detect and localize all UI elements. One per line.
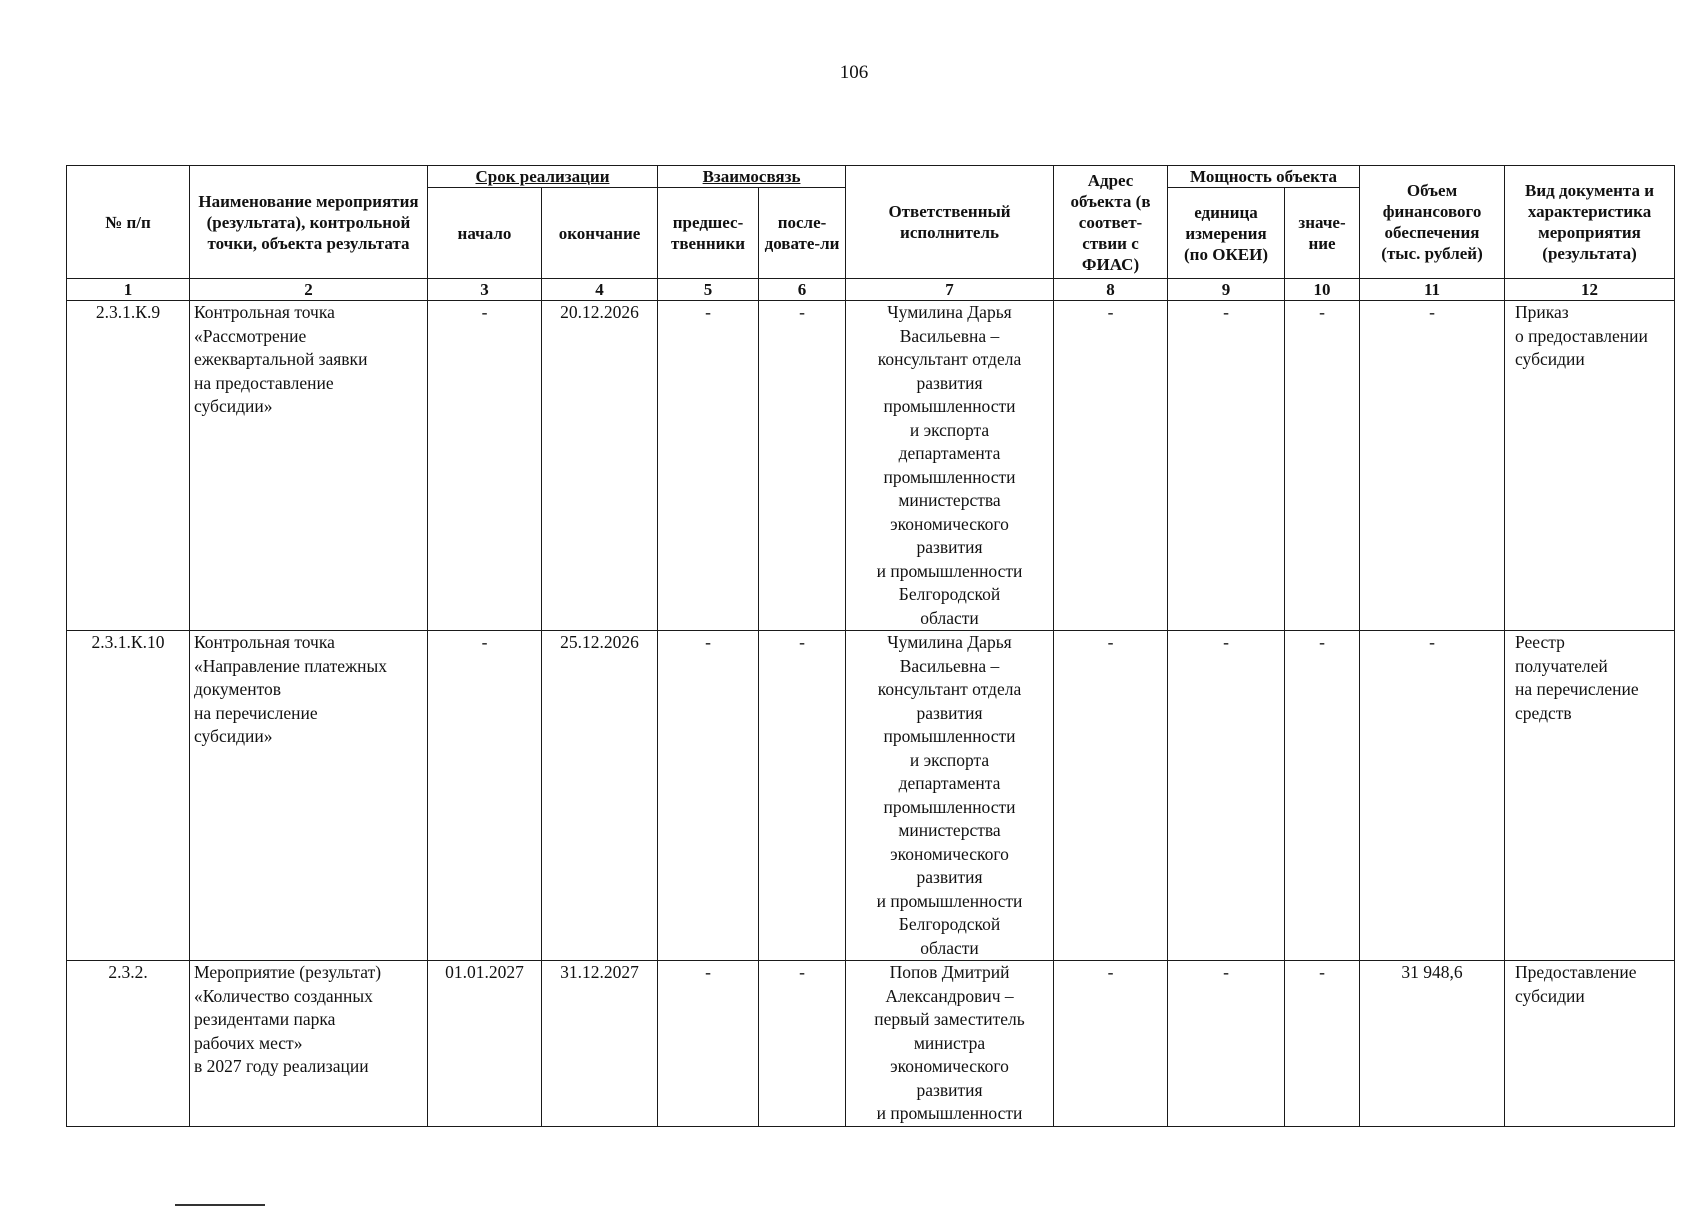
- row-name-line: на перечисление: [194, 702, 318, 723]
- header-name: Наименование мероприятия (результата), контрольной точки, объекта результата: [190, 166, 428, 279]
- row-doc-line: Приказ: [1515, 302, 1569, 322]
- row-responsible-line: Чумилина Дарья: [887, 302, 1012, 322]
- row-name-line: Контрольная точка: [194, 302, 335, 322]
- row-predecessors: -: [658, 961, 759, 1127]
- row-responsible-line: Васильевна –: [899, 325, 1000, 346]
- row-name-line: Контрольная точка: [194, 632, 335, 652]
- column-number: 7: [846, 279, 1054, 301]
- row-predecessors: -: [658, 631, 759, 961]
- row-responsible-line: и экспорта: [909, 419, 990, 440]
- row-name-line: субсидии»: [194, 396, 273, 416]
- row-responsible-line: развития: [916, 537, 983, 557]
- header-term: [428, 166, 658, 188]
- row-start-date: 01.01.2027: [428, 961, 542, 1127]
- table-row: [67, 631, 1675, 961]
- row-responsible-line: развития: [916, 1079, 983, 1100]
- row-responsible-line: промышленности: [883, 726, 1016, 746]
- column-number: 10: [1285, 279, 1360, 301]
- header-link-label: Взаимосвязь: [702, 167, 801, 186]
- row-responsible: [846, 301, 1054, 631]
- row-responsible-line: Васильевна –: [899, 655, 1000, 676]
- row-responsible-line: области: [920, 937, 979, 958]
- row-responsible-line: министра: [913, 1032, 986, 1053]
- column-number: 11: [1360, 279, 1505, 301]
- table-row: [67, 301, 1675, 631]
- row-funding: -: [1360, 301, 1505, 631]
- row-value: -: [1285, 961, 1360, 1127]
- column-number: 3: [428, 279, 542, 301]
- column-number: 12: [1505, 279, 1675, 301]
- row-successors: -: [759, 631, 846, 961]
- row-name-line: в 2027 году реализации: [194, 1056, 369, 1076]
- row-name-line: на предоставление: [194, 372, 334, 393]
- row-name-line: рабочих мест»: [194, 1032, 303, 1053]
- row-responsible-line: и промышленности: [876, 560, 1023, 581]
- row-name-line: субсидии»: [194, 726, 273, 746]
- row-responsible-line: Белгородской: [898, 914, 1001, 934]
- row-doc-line: субсидии: [1515, 349, 1585, 369]
- row-responsible-line: первый заместитель: [874, 1009, 1025, 1029]
- row-responsible-line: промышленности: [883, 466, 1016, 487]
- header-link-prev: предшес-твенники: [658, 188, 759, 279]
- row-responsible-line: и экспорта: [909, 749, 990, 770]
- row-doc-line: Предоставление: [1515, 962, 1637, 982]
- row-responsible-line: консультант отдела: [877, 349, 1022, 369]
- row-doc-line: субсидии: [1515, 985, 1585, 1006]
- row-responsible-line: области: [920, 607, 979, 628]
- header-term-start: начало: [428, 188, 542, 279]
- header-num: № п/п: [67, 166, 190, 279]
- plan-table: [66, 165, 1675, 1127]
- row-name-line: «Количество созданных: [194, 985, 373, 1006]
- row-doc: [1505, 631, 1675, 961]
- row-responsible-line: министерства: [898, 490, 1001, 510]
- row-value: -: [1285, 301, 1360, 631]
- row-value: -: [1285, 631, 1360, 961]
- row-name-line: «Рассмотрение: [194, 325, 307, 346]
- row-responsible-line: промышленности: [883, 796, 1016, 817]
- column-number: 2: [190, 279, 428, 301]
- column-number: 1: [67, 279, 190, 301]
- row-doc-line: на перечисление: [1515, 679, 1639, 699]
- row-responsible-line: консультант отдела: [877, 679, 1022, 699]
- row-responsible-line: развития: [916, 372, 983, 393]
- page-number: 106: [839, 62, 869, 83]
- row-end-date: 31.12.2027: [542, 961, 658, 1127]
- row-responsible-line: Александрович –: [885, 985, 1014, 1006]
- row-name: [190, 301, 428, 631]
- row-predecessors: -: [658, 301, 759, 631]
- row-successors: -: [759, 301, 846, 631]
- row-responsible-line: экономического: [890, 513, 1009, 534]
- row-unit: -: [1168, 631, 1285, 961]
- row-doc-line: Реестр: [1515, 632, 1565, 652]
- row-name-line: резидентами парка: [194, 1009, 336, 1029]
- row-responsible: [846, 961, 1054, 1127]
- row-responsible-line: департамента: [898, 773, 1001, 793]
- row-start-date: -: [428, 301, 542, 631]
- header-doc: Вид документа и характеристика мероприятия (результата): [1505, 166, 1675, 279]
- row-responsible-line: экономического: [890, 1056, 1009, 1076]
- row-successors: -: [759, 961, 846, 1127]
- header-term-end: окончание: [542, 188, 658, 279]
- row-name-line: ежеквартальной заявки: [194, 349, 368, 369]
- row-funding: 31 948,6: [1360, 961, 1505, 1127]
- header-link: [658, 166, 846, 188]
- row-responsible-line: промышленности: [883, 396, 1016, 416]
- row-responsible-line: развития: [916, 867, 983, 887]
- row-name-line: Мероприятие (результат): [194, 962, 382, 982]
- header-cap-value: значе-ние: [1285, 188, 1360, 279]
- header-cap-unit: единица измерения (по ОКЕИ): [1168, 188, 1285, 279]
- row-end-date: 25.12.2026: [542, 631, 658, 961]
- row-responsible-line: Белгородской: [898, 584, 1001, 604]
- row-address: -: [1054, 961, 1168, 1127]
- row-funding: -: [1360, 631, 1505, 961]
- header-responsible: Ответственный исполнитель: [846, 166, 1054, 279]
- header-link-next: после-довате-ли: [759, 188, 846, 279]
- plan-table-body: [67, 301, 1675, 1127]
- header-funding: Объем финансового обеспечения (тыс. рублей): [1360, 166, 1505, 279]
- row-responsible-line: и промышленности: [876, 1103, 1023, 1123]
- row-unit: -: [1168, 301, 1285, 631]
- column-number: 5: [658, 279, 759, 301]
- row-responsible-line: Чумилина Дарья: [887, 632, 1012, 652]
- row-doc: [1505, 301, 1675, 631]
- row-responsible-line: министерства: [898, 820, 1001, 840]
- column-number: 9: [1168, 279, 1285, 301]
- row-name: [190, 631, 428, 961]
- header-term-label: Срок реализации: [475, 167, 610, 186]
- row-unit: -: [1168, 961, 1285, 1127]
- row-name: [190, 961, 428, 1127]
- row-responsible: [846, 631, 1054, 961]
- row-doc-line: о предоставлении: [1515, 325, 1648, 346]
- header-capacity: Мощность объекта: [1168, 166, 1360, 188]
- row-doc-line: средств: [1515, 702, 1572, 723]
- row-responsible-line: департамента: [898, 443, 1001, 463]
- row-responsible-line: экономического: [890, 843, 1009, 864]
- row-name-line: «Направление платежных: [194, 655, 388, 676]
- row-address: -: [1054, 301, 1168, 631]
- row-address: -: [1054, 631, 1168, 961]
- row-responsible-line: Попов Дмитрий: [889, 962, 1010, 982]
- row-doc: [1505, 961, 1675, 1127]
- row-start-date: -: [428, 631, 542, 961]
- table-row: [67, 961, 1675, 1127]
- row-number: 2.3.2.: [67, 961, 190, 1127]
- column-number: 8: [1054, 279, 1168, 301]
- row-name-line: документов: [194, 679, 282, 699]
- row-end-date: 20.12.2026: [542, 301, 658, 631]
- row-responsible-line: развития: [916, 702, 983, 723]
- row-responsible-line: и промышленности: [876, 890, 1023, 911]
- header-address: Адрес объекта (в соответ-ствии с ФИАС): [1054, 166, 1168, 279]
- row-number: 2.3.1.К.10: [67, 631, 190, 961]
- row-number: 2.3.1.К.9: [67, 301, 190, 631]
- column-number: 4: [542, 279, 658, 301]
- column-number: 6: [759, 279, 846, 301]
- row-doc-line: получателей: [1515, 655, 1608, 676]
